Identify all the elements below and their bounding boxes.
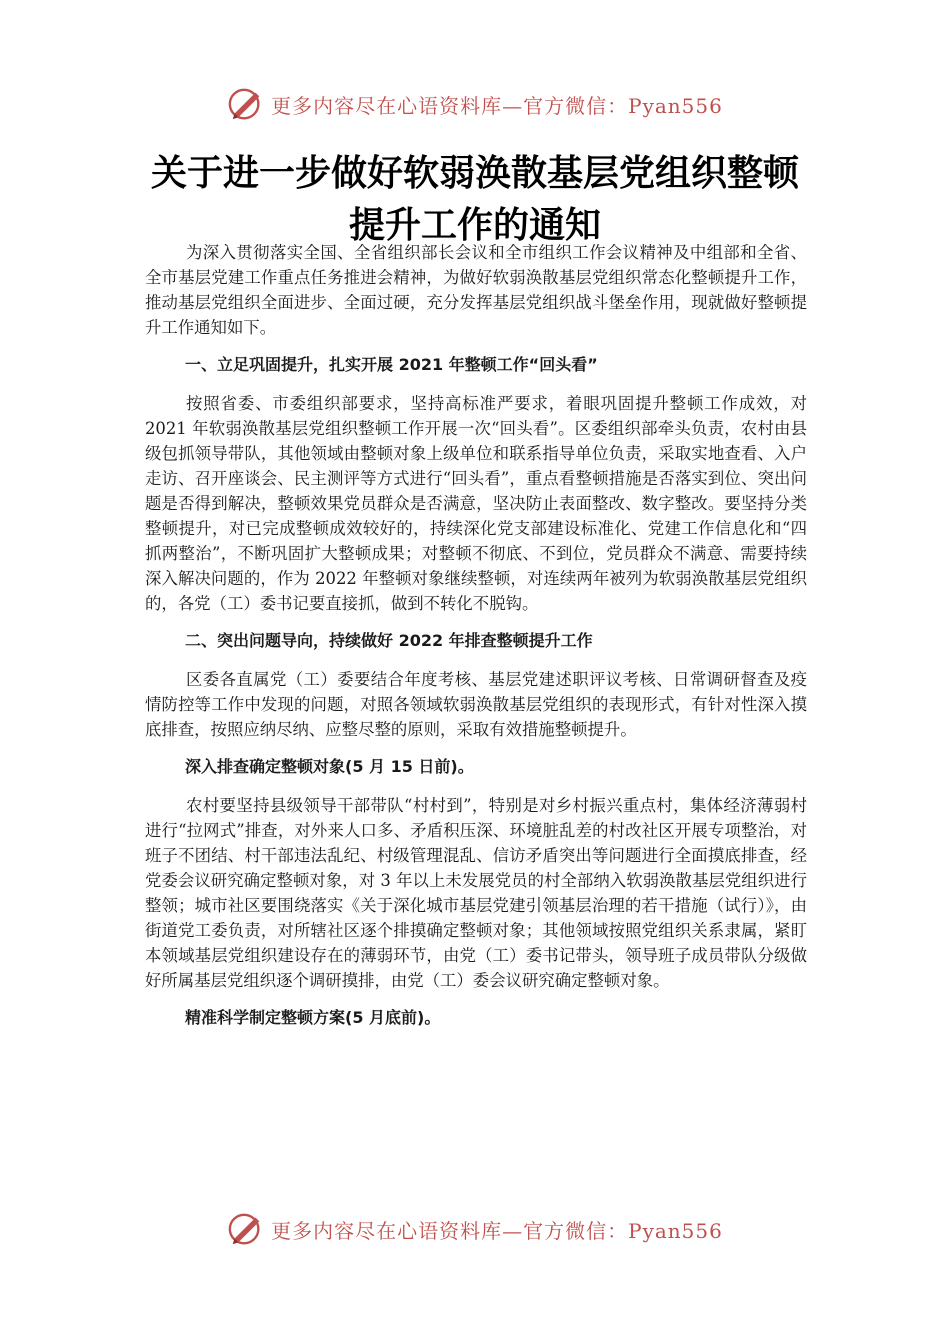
subsection-1-paragraph: 农村要坚持县级领导干部带队“村村到”，特别是对乡村振兴重点村，集体经济薄弱村进行“拉网式”排查，对外来人口多、矛盾积压深、环境脏乱差的村改社区开展专项整治，对班子不团结、村干部违法乱纪、村级管理混乱、信访矛盾突出等问题进行全面摸底排查，经党委会议研究确定整顿对象，对 3 年以上未发展党员的村全部纳入软弱涣散基层党组织进行整领；城市社区要围绕落实《关于深化城市基层党建引领基层治理的若干措施（试行）》，由街道党工委负责，对所辖社区逐个排摸确定整顿对象；其他领域按照党组织关系隶属，紧盯本领域基层党组织建设存在的薄弱环节，由党（工）委书记带头，领导班子成员带队分级做好所属基层党组织逐个调研摸排，由党（工）委会议研究确定整顿对象。 — [145, 796, 807, 990]
watermark-top — [0, 80, 950, 128]
subsection-heading-2: 精准科学制定整顿方案(5 月底前)。 — [185, 1008, 441, 1027]
document-title — [120, 148, 830, 252]
title-line-1: 关于进一步做好软弱涣散基层党组织整顿 — [150, 153, 799, 194]
section-1-paragraph: 按照省委、市委组织部要求，坚持高标准严要求，着眼巩固提升整顿工作成效，对 2021 年软弱涣散基层党组织整顿工作开展一次“回头看”。区委组织部牵头负责，农村由县级包抓领导带队，其他领域由整顿对象上级单位和联系指导单位负责，采取实地查看、入户走访、召开座谈会、民主测评等方式进行“回头看”，重点看整顿措施是否落实到位、突出问题是否得到解决，整顿效果党员群众是否满意，坚决防止表面整改、数字整改。要坚持分类整顿提升，对已完成整顿成效较好的，持续深化党支部建设标准化、党建工作信息化和“四抓两整治”，不断巩固扩大整顿成果；对整顿不彻底、不到位，党员群众不满意、需要持续深入解决问题的，作为 2022 年整顿对象继续整顿，对连续两年被列为软弱涣散基层党组织的，各党（工）委书记要直接抓，做到不转化不脱钩。 — [145, 394, 807, 613]
document-body — [145, 240, 807, 1044]
section-2-paragraph: 区委各直属党（工）委要结合年度考核、基层党建述职评议考核、日常调研督查及疫情防控等工作中发现的问题，对照各领域软弱涣散基层党组织的表现形式，有针对性深入摸底排查，按照应纳尽纳、应整尽整的原则，采取有效措施整顿提升。 — [145, 670, 807, 739]
section-heading-2: 二、突出问题导向，持续做好 2022 年排查整顿提升工作 — [185, 631, 593, 650]
watermark-text: 更多内容尽在心语资料库—官方微信：Pyan556 — [271, 1218, 723, 1243]
watermark-text: 更多内容尽在心语资料库—官方微信：Pyan556 — [271, 93, 723, 118]
pen-logo-icon — [227, 85, 265, 123]
title-line-2: 提升工作的通知 — [348, 205, 601, 246]
subsection-heading-1: 深入排查确定整顿对象(5 月 15 日前)。 — [185, 757, 474, 776]
section-heading-1: 一、立足巩固提升，扎实开展 2021 年整顿工作“回头看” — [185, 355, 598, 374]
pen-logo-icon — [227, 1210, 265, 1248]
watermark-bottom — [0, 1205, 950, 1253]
intro-paragraph: 为深入贯彻落实全国、全省组织部长会议和全市组织工作会议精神及中组部和全省、全市基层党建工作重点任务推进会精神，为做好软弱涣散基层党组织常态化整顿提升工作，推动基层党组织全面进步、全面过硬，充分发挥基层党组织战斗堡垒作用，现就做好整顿提升工作通知如下。 — [145, 243, 807, 337]
